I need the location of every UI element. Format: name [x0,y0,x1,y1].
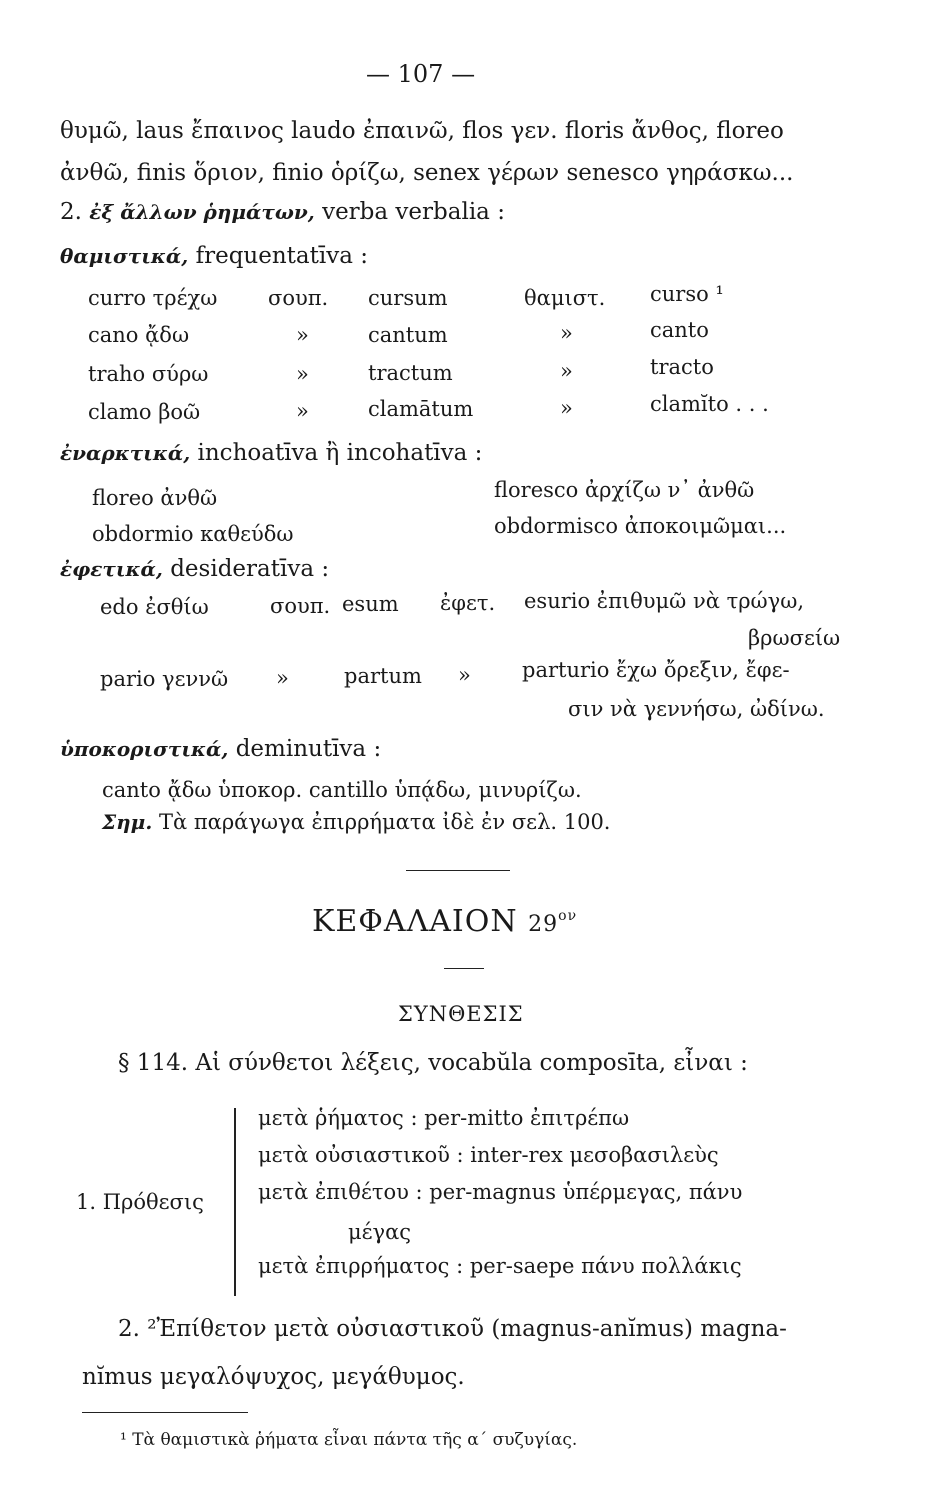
table-cell: pario γεννῶ [100,667,229,691]
table-cell: » [296,399,309,423]
table-cell: » [296,323,309,347]
table-cell: ἐφετ. [440,591,496,615]
divider [444,968,484,969]
table-cell: » [560,321,573,345]
category-text: inchoatīva ἢ incohatīva : [197,440,483,466]
text-line: 2. ²Ἐπίθετον μετὰ οὐσιαστικοῦ (magnus-anĭmus) magna- [118,1316,787,1342]
list-item: μετὰ ἐπιθέτου : per-magnus ὑπέρμεγας, πάνυ [258,1180,743,1204]
divider [406,870,510,871]
chapter-title-text: ΚΕΦΑΛΑΙΟΝ [312,904,518,939]
table-cell: floreo ἀνθῶ [92,486,218,510]
inchoative-heading [60,440,482,466]
footnote-rule [82,1412,248,1413]
table-cell: curro τρέχω [88,286,218,310]
table-cell: » [458,663,471,687]
list-item: μέγας [348,1220,412,1244]
text-line: ἀνθῶ, finis ὅριον, finio ὁρίζω, senex γέρων senesco γηράσκω... [60,160,794,186]
chapter-subtitle: ΣΥΝΘΕΣΙΣ [398,1002,524,1026]
table-cell: » [276,666,289,690]
category-label: ὑποκοριστικά, [60,737,229,761]
frequentative-heading [60,243,368,269]
table-cell: θαμιστ. [524,286,606,310]
category-text: deminutīva : [235,736,382,762]
category-text: desideratīva : [170,556,330,582]
table-cell: cano ᾄδω [88,323,190,347]
table-cell: partum [344,664,422,688]
note-line [102,810,610,834]
category-label: ἐξ ἄλλων ῥημάτων, [89,200,315,224]
table-row: canto ᾄδω ὑποκορ. cantillo ὑπᾴδω, μινυρίζω. [102,778,582,802]
brace [234,1108,236,1296]
table-cell: » [560,359,573,383]
list-item: μετὰ ῥήματος : per-mitto ἐπιτρέπω [258,1106,630,1130]
section-heading: § 114. Αἱ σύνθετοι λέξεις, vocabŭla composīta, εἶναι : [118,1050,748,1076]
table-cell: clamĭto . . . [650,392,769,416]
table-cell: tracto [650,355,714,379]
table-cell: σουπ. [268,286,329,310]
text-line: nĭmus μεγαλόψυχος, μεγάθυμος. [82,1364,465,1390]
category-label: ἐφετικά, [60,557,163,581]
list-item: μετὰ ἐπιρρήματος : per-saepe πάνυ πολλάκις [258,1254,742,1278]
table-cell: esum [342,592,399,616]
diminutive-heading [60,736,381,762]
table-cell: canto [650,318,709,342]
desiderative-heading [60,556,329,582]
category-text: verba verbalia : [322,199,505,225]
table-cell: » [296,362,309,386]
table-cell: parturio ἔχω ὄρεξιν, ἔφε- [522,658,790,682]
note-text: Τὰ παράγωγα ἐπιρρήματα ἰδὲ ἐν σελ. 100. [158,810,611,834]
note-label: Σημ. [102,810,153,834]
item-2-heading [60,199,505,225]
table-cell: obdormisco ἀποκοιμῶμαι... [494,514,787,538]
category-label: θαμιστικά, [60,244,189,268]
footnote: ¹ Τὰ θαμιστικὰ ῥήματα εἶναι πάντα τῆς α´ συζυγίας. [120,1430,578,1450]
page-number: — 107 — [366,60,476,88]
category-label: ἐναρκτικά, [60,441,191,465]
table-cell: esurio ἐπιθυμῶ νὰ τρώγω, [524,589,805,613]
table-cell: » [560,396,573,420]
chapter-title [312,904,577,939]
table-cell: curso ¹ [650,282,724,306]
table-cell: obdormio καθεύδω [92,522,294,546]
category-text: frequentatīva : [195,243,368,269]
text-line: θυμῶ, laus ἔπαινος laudo ἐπαινῶ, flos γεν. floris ἄνθος, floreo [60,118,784,144]
table-cell: traho σύρω [88,362,209,386]
item-number: 2. [60,199,82,225]
table-cell: tractum [368,361,453,385]
list-item: μετὰ οὐσιαστικοῦ : inter-rex μεσοβασιλεὺς [258,1143,719,1167]
chapter-number: 29 [528,912,559,937]
table-cell: βρωσείω [748,626,841,650]
table-cell: σιν νὰ γεννήσω, ὠδίνω. [568,697,825,721]
table-cell: σουπ. [270,594,331,618]
table-cell: floresco ἀρχίζω ν᾽ ἀνθῶ [494,478,755,502]
table-cell: edo ἐσθίω [100,595,209,619]
table-cell: cursum [368,286,448,310]
chapter-ordinal: ον [558,908,578,924]
table-cell: cantum [368,323,448,347]
prothesis-label: 1. Πρόθεσις [76,1190,204,1214]
table-cell: clamo βοῶ [88,400,201,424]
table-cell: clamātum [368,397,474,421]
